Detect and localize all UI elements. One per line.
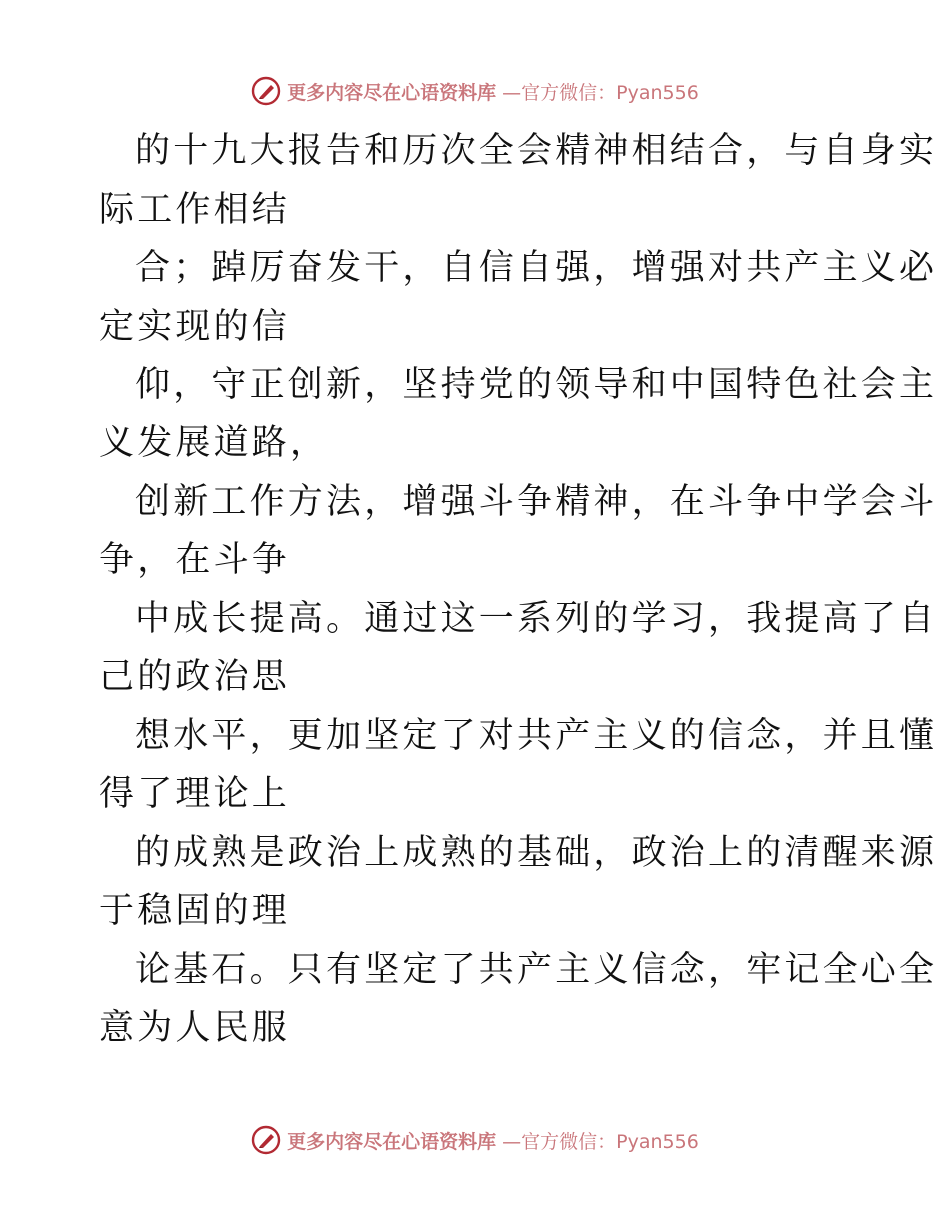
footer-library-text: 更多内容尽在心语资料库 xyxy=(287,1130,497,1153)
header-library-text: 更多内容尽在心语资料库 xyxy=(287,81,497,104)
body-line: 的十九大报告和历次全会精神相结合，与自身实 xyxy=(135,131,938,171)
pen-logo-icon xyxy=(251,76,281,106)
body-line: 义发展道路， xyxy=(99,423,329,463)
body-line: 论基石。只有坚定了共产主义信念，牢记全心全 xyxy=(135,950,938,990)
body-line: 创新工作方法，增强斗争精神，在斗争中学会斗 xyxy=(135,482,938,522)
footer-contact-text: —官方微信：Pyan556 xyxy=(502,1130,699,1153)
body-line: 的成熟是政治上成熟的基础，政治上的清醒来源 xyxy=(135,833,938,873)
body-line: 想水平，更加坚定了对共产主义的信念，并且懂 xyxy=(135,716,938,756)
body-line: 己的政治思 xyxy=(99,657,291,697)
page-header xyxy=(0,71,950,111)
pen-logo-icon xyxy=(251,1125,281,1155)
body-line: 定实现的信 xyxy=(99,307,291,347)
body-line: 于稳固的理 xyxy=(99,891,291,931)
body-line: 合；踔厉奋发干，自信自强，增强对共产主义必 xyxy=(135,248,938,288)
footer-watermark xyxy=(251,1125,699,1155)
header-watermark xyxy=(251,76,699,106)
body-line: 际工作相结 xyxy=(99,190,291,230)
body-line: 得了理论上 xyxy=(99,774,291,814)
body-line: 仰，守正创新，坚持党的领导和中国特色社会主 xyxy=(135,365,938,405)
body-line: 争，在斗争 xyxy=(99,540,291,580)
body-line: 中成长提高。通过这一系列的学习，我提高了自 xyxy=(135,599,938,639)
page-footer xyxy=(0,1120,950,1160)
body-line: 意为人民服 xyxy=(99,1008,291,1048)
header-contact-text: —官方微信：Pyan556 xyxy=(502,81,699,104)
